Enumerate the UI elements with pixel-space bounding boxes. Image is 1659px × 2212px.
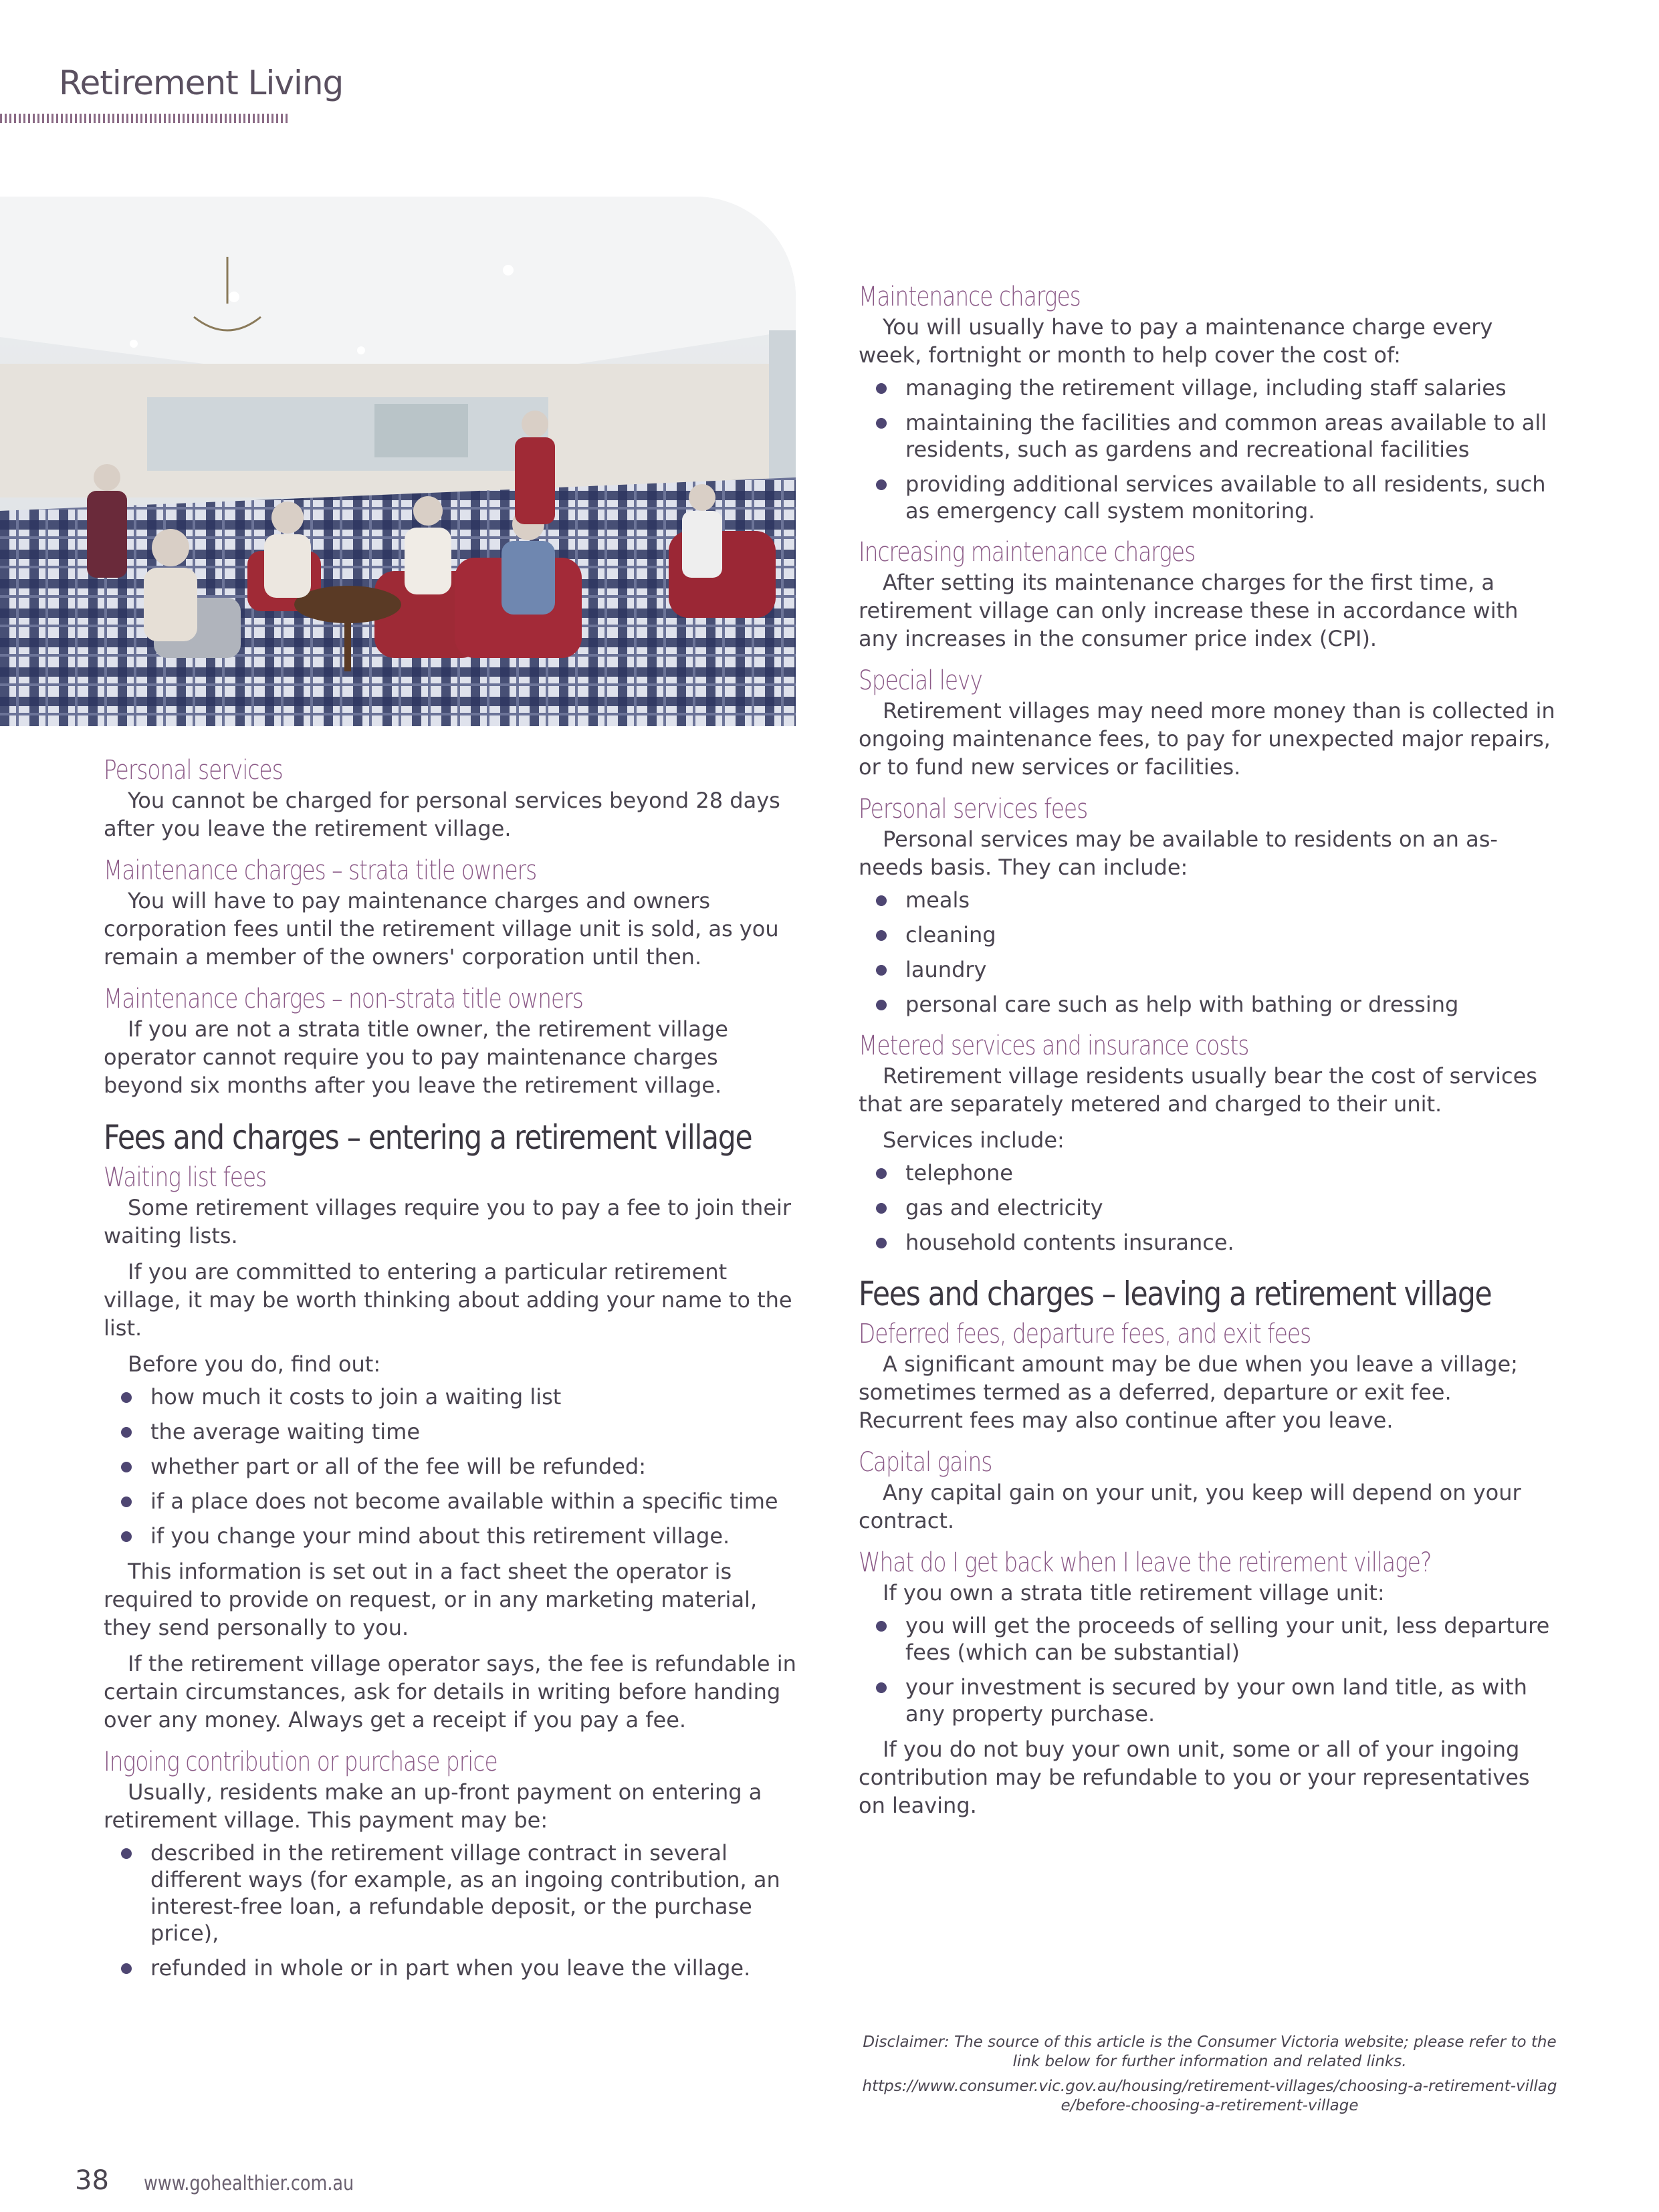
list-item: gas and electricity	[859, 1194, 1561, 1221]
paragraph: Personal services may be available to residents on an as-needs basis. They can include:	[859, 826, 1498, 880]
heading-maint-nonstrata: Maintenance charges – non-strata title owners	[104, 984, 583, 1014]
list-item: laundry	[859, 956, 1561, 983]
heading-waiting-list: Waiting list fees	[104, 1162, 267, 1193]
waiting-list-bullets	[104, 1384, 799, 1549]
list-item: if a place does not become available within a specific time	[104, 1488, 799, 1515]
heading-capital-gains: Capital gains	[859, 1446, 992, 1478]
list-item: personal care such as help with bathing or dressing	[859, 991, 1561, 1018]
heading-personal-services-fees: Personal services fees	[859, 794, 1088, 824]
paragraph: After setting its maintenance charges for the first time, a retirement village can only increase these in accordance with any increases in the consumer price index (CPI).	[859, 570, 1519, 651]
list-item: providing additional services available to all residents, such as emergency call system monitoring.	[859, 471, 1561, 524]
heading-special-levy: Special levy	[859, 665, 982, 696]
paragraph: If the retirement village operator says, the fee is refundable in certain circumstances, ask for details in writing before handing over any money. Always get a receipt if you pay a fee.	[104, 1650, 796, 1733]
paragraph: You cannot be charged for personal services beyond 28 days after you leave the retirement village.	[104, 788, 780, 841]
list-item: refunded in whole or in part when you leave the village.	[104, 1955, 799, 1981]
list-item: telephone	[859, 1159, 1561, 1186]
lounge-photo	[0, 197, 796, 726]
paragraph: Services include:	[883, 1127, 1065, 1153]
disclaimer	[859, 2033, 1561, 2121]
list-item: household contents insurance.	[859, 1229, 1561, 1256]
right-column	[859, 281, 1561, 1819]
disclaimer-text: Disclaimer: The source of this article is the Consumer Victoria website; please refer to the link below for further information and related links.	[863, 2033, 1557, 2070]
left-column	[104, 742, 799, 1989]
paragraph: If you do not buy your own unit, some or all of your ingoing contribution may be refundable to you or your representatives on leaving.	[859, 1736, 1530, 1818]
heading-deferred: Deferred fees, departure fees, and exit fees	[859, 1318, 1311, 1349]
personal-services-bullets	[859, 887, 1561, 1018]
list-item: if you change your mind about this retirement village.	[104, 1523, 799, 1549]
paragraph: You will have to pay maintenance charges and owners corporation fees until the retirement village unit is sold, as you remain a member of the owners' corporation until then.	[104, 888, 779, 970]
list-item: meals	[859, 887, 1561, 913]
heading-personal-services: Personal services	[104, 755, 283, 786]
metered-bullets	[859, 1159, 1561, 1256]
heading-maint-strata: Maintenance charges – strata title owners	[104, 855, 537, 886]
heading-ingoing: Ingoing contribution or purchase price	[104, 1746, 497, 1777]
heading-maintenance: Maintenance charges	[859, 282, 1081, 312]
list-item: managing the retirement village, including staff salaries	[859, 374, 1561, 401]
paragraph: A significant amount may be due when you leave a village; sometimes termed as a deferred, departure or exit fee. Recurrent fees may also continue after you leave.	[859, 1351, 1518, 1433]
paragraph: Before you do, find out:	[128, 1351, 381, 1377]
paragraph: This information is set out in a fact sheet the operator is required to provide on request, or in any marketing material, they send personally to you.	[104, 1558, 758, 1640]
paragraph: Any capital gain on your unit, you keep will depend on your contract.	[859, 1479, 1521, 1533]
paragraph: If you are not a strata title owner, the retirement village operator cannot require you to pay maintenance charges beyond six months after you leave the retirement village.	[104, 1016, 728, 1098]
list-item: how much it costs to join a waiting list	[104, 1384, 799, 1410]
what-back-bullets	[859, 1612, 1561, 1727]
heading-increasing: Increasing maintenance charges	[859, 537, 1196, 568]
list-item: described in the retirement village contract in several different ways (for example, as an ingoing contribution, an interest-free loan, a refundable deposit, or the purchase price),	[104, 1840, 799, 1947]
list-item: whether part or all of the fee will be refunded:	[104, 1453, 799, 1480]
list-item: maintaining the facilities and common areas available to all residents, such as gardens and recreational facilities	[859, 409, 1561, 463]
heading-entering: Fees and charges – entering a retirement village	[104, 1118, 752, 1157]
section-title: Retirement Living	[59, 64, 344, 102]
paragraph: Retirement village residents usually bear the cost of services that are separately metered and charged to their unit.	[859, 1063, 1537, 1117]
paragraph: Some retirement villages require you to pay a fee to join their waiting lists.	[104, 1194, 792, 1248]
heading-what-back: What do I get back when I leave the retirement village?	[859, 1547, 1432, 1578]
maintenance-bullets	[859, 374, 1561, 524]
paragraph: Usually, residents make an up-front payment on entering a retirement village. This payment may be:	[104, 1779, 762, 1833]
disclaimer-link[interactable]: https://www.consumer.vic.gov.au/housing/retirement-villages/choosing-a-retirement-village/before-choosing-a-retirement-village	[862, 2078, 1557, 2114]
list-item: the average waiting time	[104, 1418, 799, 1445]
list-item: your investment is secured by your own land title, as with any property purchase.	[859, 1674, 1561, 1727]
list-item: you will get the proceeds of selling your unit, less departure fees (which can be substantial)	[859, 1612, 1561, 1666]
heading-metered: Metered services and insurance costs	[859, 1030, 1249, 1061]
paragraph: Retirement villages may need more money than is collected in ongoing maintenance fees, to pay for unexpected major repairs, or to fund new services or facilities.	[859, 698, 1555, 780]
paragraph: If you are committed to entering a particular retirement village, it may be worth thinking about adding your name to the list.	[104, 1258, 792, 1341]
heading-leaving: Fees and charges – leaving a retirement village	[859, 1275, 1492, 1313]
paragraph: If you own a strata title retirement village unit:	[883, 1579, 1385, 1606]
list-item: cleaning	[859, 921, 1561, 948]
footer-website[interactable]: www.gohealthier.com.au	[144, 2172, 354, 2195]
paragraph: You will usually have to pay a maintenance charge every week, fortnight or month to help cover the cost of:	[859, 314, 1493, 368]
ingoing-bullets	[104, 1840, 799, 1981]
page-number: 38	[75, 2165, 109, 2196]
header-divider	[0, 114, 288, 123]
